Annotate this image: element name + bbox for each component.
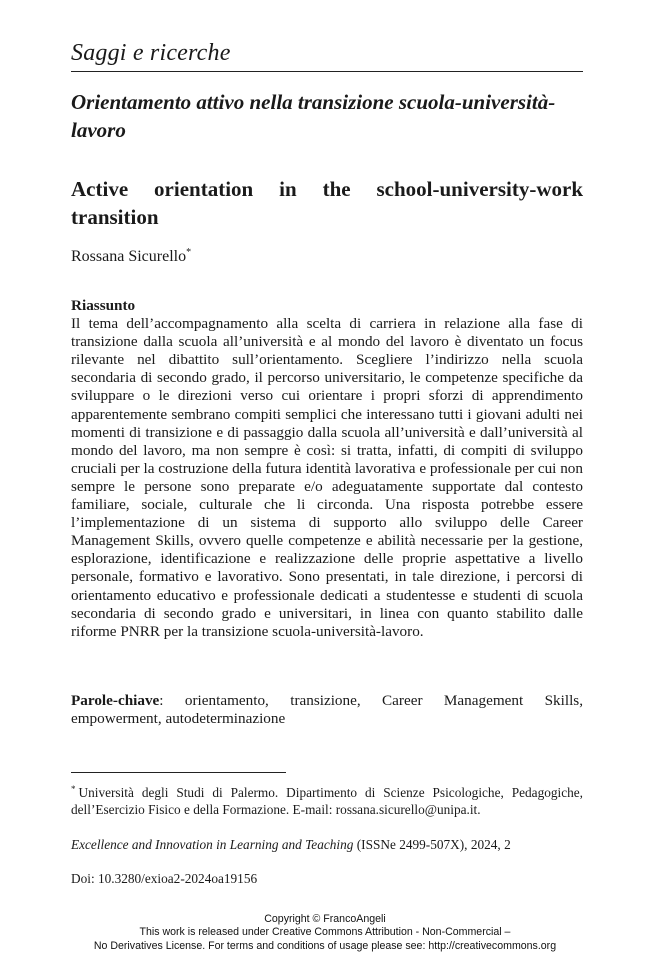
abstract-heading: Riassunto [71,297,136,314]
license-line-2: No Derivatives License. For terms and conditions of usage please see: http://creativecommons.org [93,939,557,952]
journal-name: Excellence and Innovation in Learning and Teaching [71,837,354,852]
license-notice [0,913,650,953]
title-english: Active orientation in the school-university-work transition [71,177,583,229]
keywords-label: Parole-chiave [71,692,160,709]
author [71,247,191,266]
footnote [71,781,583,818]
license-line-1: This work is released under Creative Commons Attribution - Non-Commercial – [139,926,511,939]
footnote-text: Università degli Studi di Palermo. Dipartimento di Scienze Psicologiche, Pedagogiche, dell’Esercizio Fisico e della Formazione. E-mail: rossana.sicurello@unipa.it. [71,785,583,817]
footnote-marker: * [71,784,76,794]
keywords-text: : orientamento, transizione, Career Management Skills, empowerment, autodeterminazione [71,692,583,728]
keywords [71,692,583,728]
footnote-divider [71,772,286,773]
section-divider [71,71,583,72]
copyright-line: Copyright © FrancoAngeli [264,913,386,925]
title-italian: Orientamento attivo nella transizione scuola-università-lavoro [71,90,556,142]
section-label: Saggi e ricerche [71,40,231,66]
journal-details: (ISSNe 2499-507X), 2024, 2 [353,837,511,852]
abstract-body: Il tema dell’accompagnamento alla scelta di carriera in relazione alla fase di transizione dalla scuola all’università e al mondo del lavoro è diventato un focus rilevante nel dibattito sull’orientamento. Scegliere l’indirizzo nella scuola secondaria di secondo grado, il percorso universitario, le competenze specifiche da sviluppare o le direzioni verso cui orientare i propri sforzi di apprendimento apparentemente sembrano compiti semplici che interessano tutti i giovani adulti nei momenti di transizione e di passaggio dalla scuola all’università e dall’università al mondo del lavoro, ma non sempre è così: si tratta, infatti, di compiti di sviluppo cruciali per la costruzione della futura identità lavorativa e professionale per cui non sempre le persone sono preparate e/o adeguatamente supportate dal contesto familiare, sociale, culturale che li circonda. Una risposta potrebbe essere l’implementazione di un sistema di supporto allo sviluppo delle Career Management Skills, ovvero quelle competenze e abilità necessarie per la gestione, esplorazione, identificazione e realizzazione delle proprie aspettative a livello personale, formativo e lavorativo. Sono presentati, in tale direzione, i percorsi di orientamento educativo e professionale dedicati a studentesse e studenti di scuola secondaria di secondo grado e universitari, in linea con quanto stabilito dalle riforme PNRR per la transizione scuola-università-lavoro. [71,315,583,640]
abstract [71,297,583,641]
author-footnote-marker: * [186,247,192,258]
author-name: Rossana Sicurello [71,248,187,265]
doi: Doi: 10.3280/exioa2-2024oa19156 [71,871,258,886]
journal-citation [71,836,611,853]
